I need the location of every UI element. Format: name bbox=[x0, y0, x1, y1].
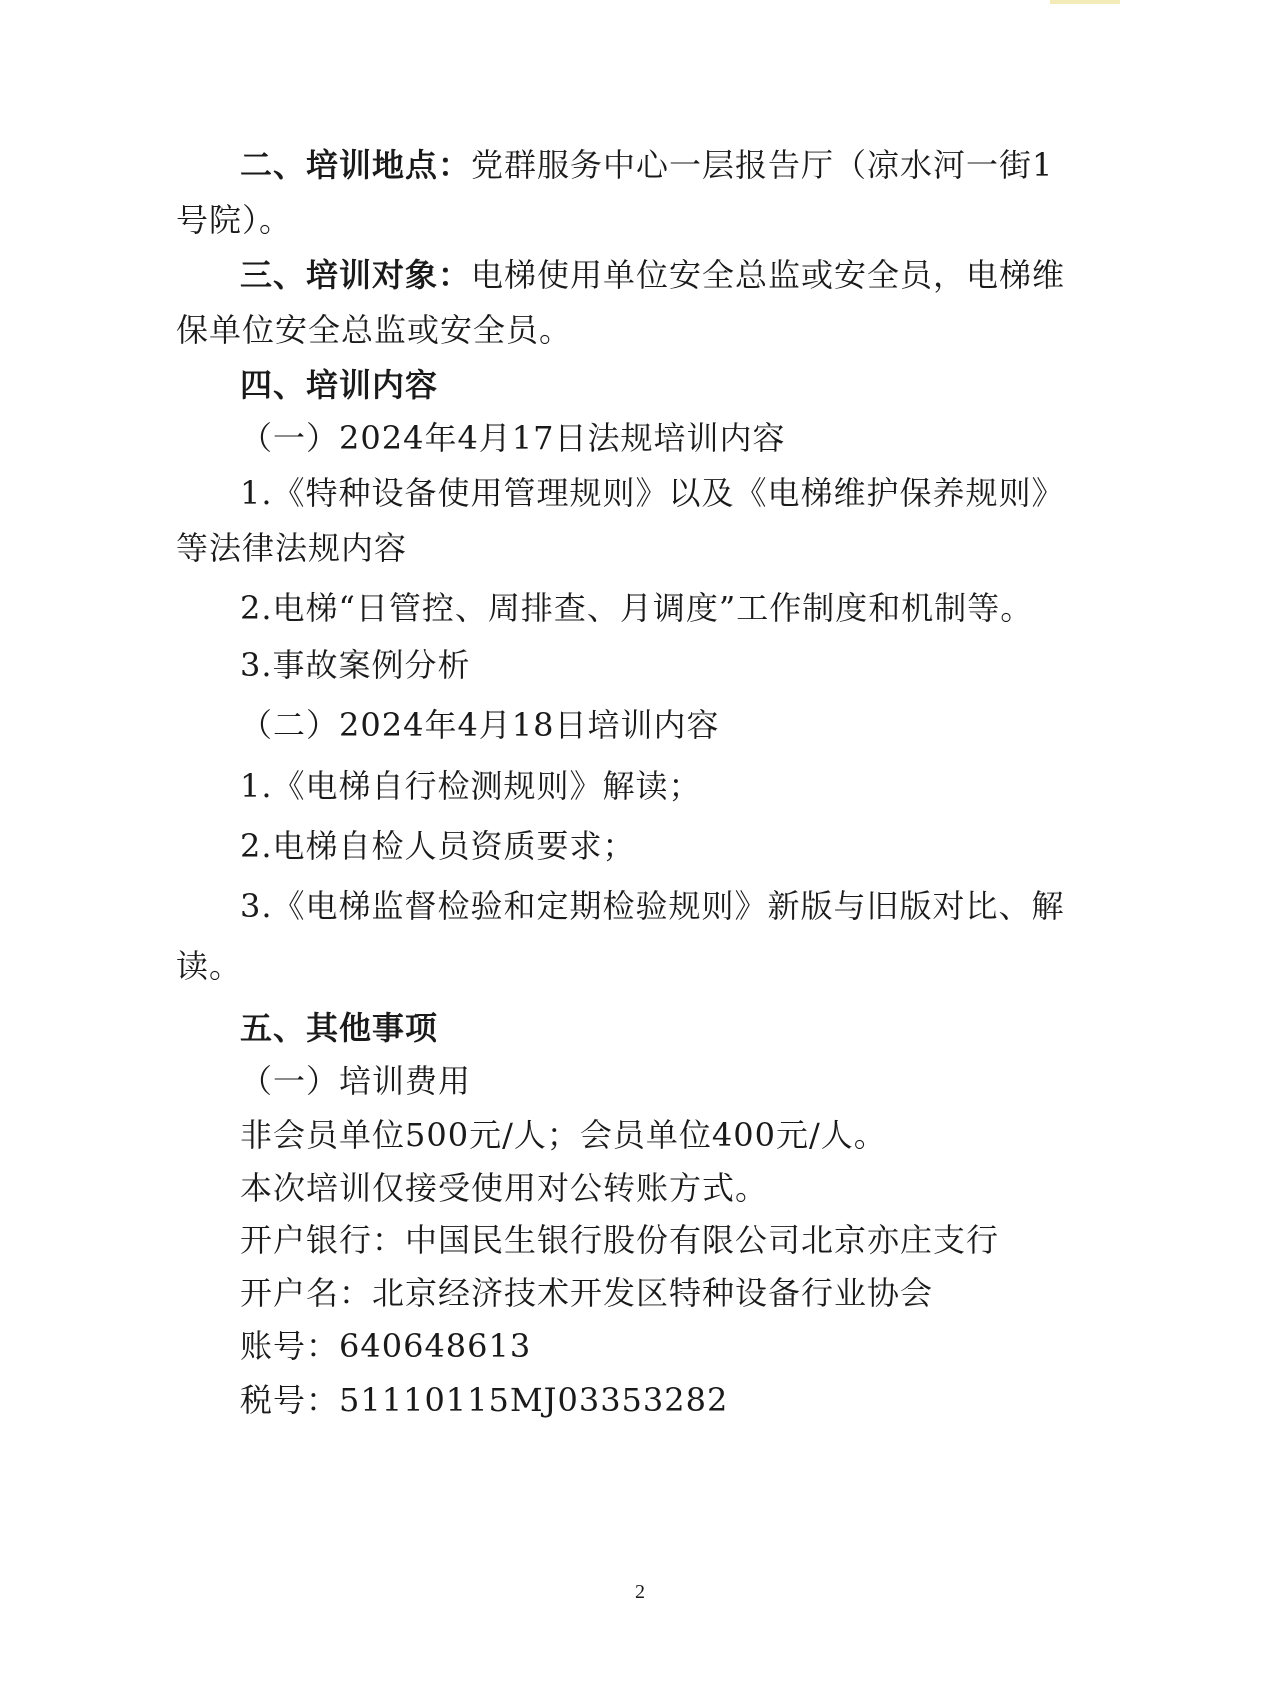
payment-line: 本次培训仅接受使用对公转账方式。 bbox=[240, 1169, 769, 1207]
tax-number-line: 税号：51110115MJ03353282 bbox=[240, 1381, 729, 1419]
section4-sub2-item1: 1.《电梯自行检测规则》解读； bbox=[240, 767, 702, 805]
section4-sub1-item1-cont: 等法律法规内容 bbox=[176, 529, 408, 567]
bank-line: 开户银行：中国民生银行股份有限公司北京亦庄支行 bbox=[240, 1221, 1000, 1259]
fee-line: 非会员单位500元/人；会员单位400元/人。 bbox=[240, 1116, 887, 1154]
section2-heading: 二、培训地点： bbox=[240, 146, 472, 184]
section3-heading: 三、培训对象： bbox=[240, 256, 472, 294]
section2-line2: 号院）。 bbox=[176, 201, 293, 239]
scan-artifact bbox=[1050, 0, 1120, 4]
section5-sub1-title: （一）培训费用 bbox=[240, 1062, 472, 1100]
section4-heading: 四、培训内容 bbox=[240, 366, 439, 404]
section4-sub2-title: （二）2024年4月18日培训内容 bbox=[240, 706, 720, 744]
section2-line1 bbox=[0, 145, 1280, 185]
section5-heading: 五、其他事项 bbox=[240, 1009, 439, 1047]
section2-text: 党群服务中心一层报告厅（凉水河一街1 bbox=[471, 146, 1054, 184]
section4-sub1-title: （一）2024年4月17日法规培训内容 bbox=[240, 419, 786, 457]
section4-sub2-item3-cont: 读。 bbox=[176, 947, 243, 985]
account-name-line: 开户名：北京经济技术开发区特种设备行业协会 bbox=[240, 1274, 934, 1312]
section3-text: 电梯使用单位安全总监或安全员，电梯维 bbox=[471, 256, 1066, 294]
section3-line1 bbox=[0, 255, 1280, 295]
section4-sub1-item1: 1.《特种设备使用管理规则》以及《电梯维护保养规则》 bbox=[240, 474, 1065, 512]
page-number: 2 bbox=[635, 1581, 645, 1603]
section4-sub1-item3: 3.事故案例分析 bbox=[240, 646, 471, 684]
account-number-line: 账号：640648613 bbox=[240, 1327, 532, 1365]
section4-sub1-item2: 2.电梯“日管控、周排查、月调度”工作制度和机制等。 bbox=[240, 589, 1034, 627]
section4-sub2-item2: 2.电梯自检人员资质要求； bbox=[240, 827, 636, 865]
section4-sub2-item3: 3.《电梯监督检验和定期检验规则》新版与旧版对比、解 bbox=[240, 887, 1065, 925]
section3-line2: 保单位安全总监或安全员。 bbox=[176, 311, 573, 349]
